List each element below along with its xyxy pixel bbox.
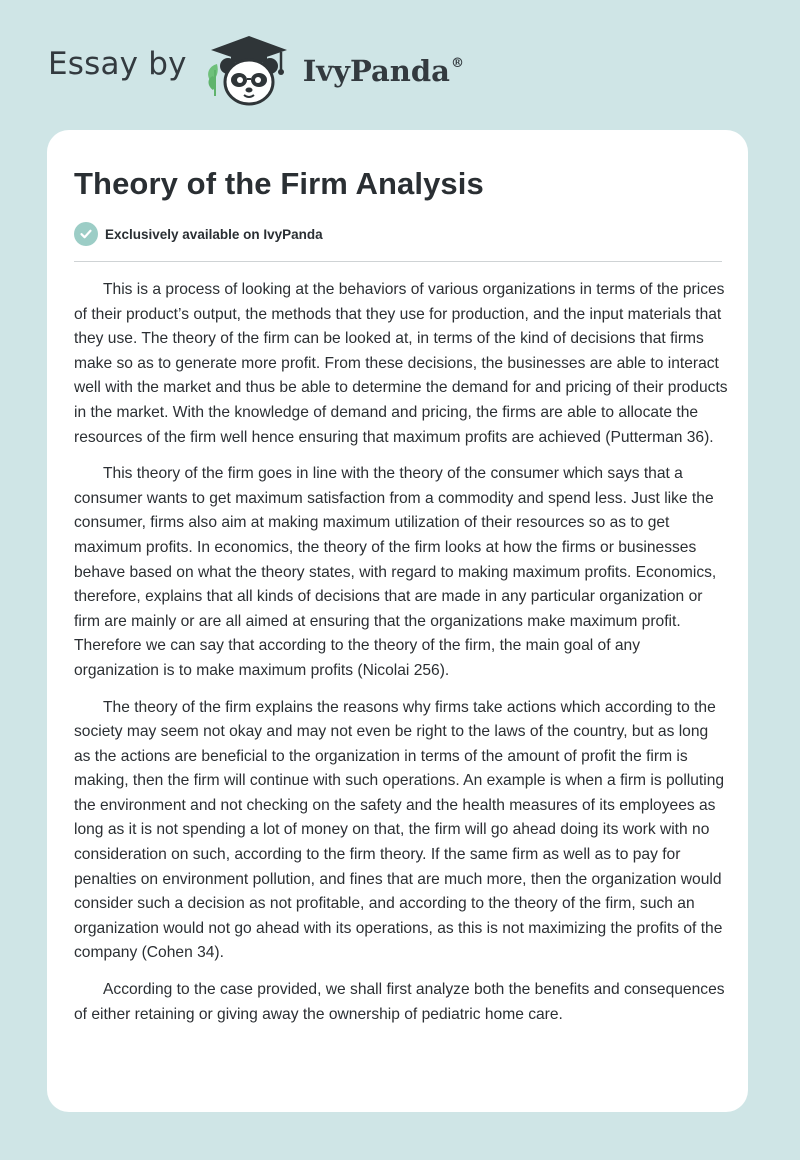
essay-by-label: Essay by	[48, 46, 187, 82]
paragraph: According to the case provided, we shall first analyze both the benefits and consequences of either retaining or giving away the ownership of pediatric home care.	[74, 981, 725, 1023]
brand-name-text: IvyPanda	[302, 54, 450, 88]
page-title: Theory of the Firm Analysis	[74, 166, 484, 201]
paragraph: The theory of the firm explains the reasons why firms take actions which according to the society may seem not okay and may not even be right to the laws of the country, but as long as the actions are beneficial to the organization in terms of the amount of profit the firm is making, then the firm will continue with such operations. An example is when a firm is polluting the environment and not checking on the safety and the health measures of its employees as long as it is not spending a lot of money on that, the firm will go ahead doing its work with no consideration on such, according to the firm theory. If the same firm as well as to pay for penalties on environment pollution, and fines that are much more, then the organization would consider such a decision as not profitable, and according to the theory of the firm, such an organization would not go ahead with its operations, as this is not maximizing the profits of the company (Cohen 34).	[74, 698, 725, 962]
leaf-icon	[208, 64, 218, 96]
registered-mark: ®	[450, 56, 464, 71]
check-circle-icon	[74, 222, 98, 246]
exclusive-badge	[74, 222, 323, 246]
essay-card	[47, 130, 748, 1112]
paragraph: This theory of the firm goes in line with the theory of the consumer which says that a consumer wants to get maximum satisfaction from a commodity and spend less. Just like the consumer, firms also aim at making maximum utilization of their resources so as to get maximum profits. In economics, the theory of the firm looks at how the firms or businesses behave based on what the theory states, with regard to making maximum profits. Economics, therefore, explains that all kinds of decisions that are made in any particular organization or firm are mainly or are all aimed at ensuring that the organizations make maximum profit. Therefore we can say that according to the theory of the firm, the main goal of any organization is to make maximum profits (Nicolai 256).	[74, 465, 717, 679]
divider	[74, 261, 722, 262]
panda-logo-icon[interactable]	[201, 30, 297, 110]
paragraph: This is a process of looking at the behaviors of various organizations in terms of the prices of their product’s output, the methods that they use for production, and the input materials that they use. The theory of the firm can be looked at, in terms of the kind of decisions that firms make so as to generate more profit. From these decisions, the businesses are able to interact well with the market and thus be able to determine the demand for and pricing of their products in the market. With the knowledge of demand and pricing, the firms are able to allocate the resources of the firm well hence ensuring that maximum profits are achieved (Putterman 36).	[74, 281, 728, 446]
brand-name[interactable]	[303, 54, 464, 88]
badge-label: Exclusively available on IvyPanda	[105, 226, 323, 242]
site-header	[48, 30, 464, 110]
essay-body	[74, 278, 728, 1039]
